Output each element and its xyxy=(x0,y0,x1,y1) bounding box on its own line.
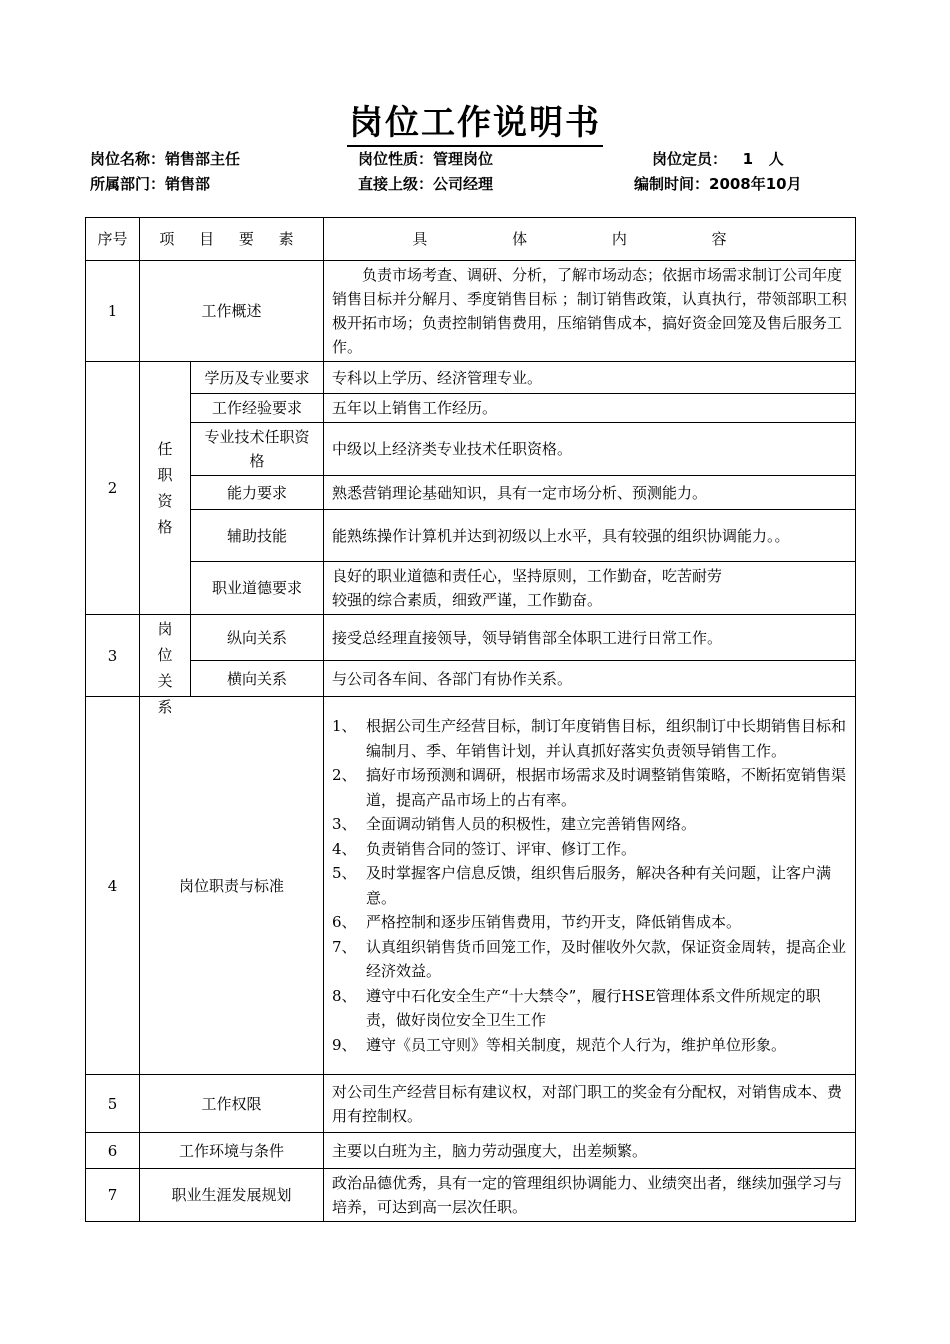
row-item: 工作概述 xyxy=(140,261,324,362)
table-row xyxy=(86,697,856,1075)
row-content: 与公司各车间、各部门有协作关系。 xyxy=(324,661,856,697)
group-label-qualification: 任 职 资 格 xyxy=(140,362,191,615)
row-item: 学历及专业要求 xyxy=(191,362,324,394)
row-item: 纵向关系 xyxy=(191,615,324,661)
list-item: 2、 搞好市场预测和调研，根据市场需求及时调整销售策略，不断拓宽销售渠道，提高产品市场上的占有率。 xyxy=(332,766,847,809)
list-item: 5、 及时掌握客户信息反馈，组织售后服务，解决各种有关问题，让客户满意。 xyxy=(332,864,832,907)
row-content: 对公司生产经营目标有建议权，对部门职工的奖金有分配权，对销售成本、费用有控制权。 xyxy=(324,1075,856,1133)
row-item: 专业技术任职资格 xyxy=(191,423,324,476)
list-item: 1、 根据公司生产经营目标，制订年度销售目标，组织制订中长期销售目标和编制月、季、年销售计划，并认真抓好落实负责领导销售工作。 xyxy=(332,717,847,760)
row-no: 7 xyxy=(86,1169,140,1222)
row-item: 辅助技能 xyxy=(191,510,324,562)
row-no: 4 xyxy=(86,697,140,1075)
row-item: 能力要求 xyxy=(191,476,324,510)
row-item: 岗位职责与标准 xyxy=(140,697,324,1075)
job-description-table xyxy=(85,217,856,1222)
table-row xyxy=(86,615,856,661)
table-row xyxy=(86,394,856,423)
compile-date: 编制时间：2008年10月 xyxy=(634,175,802,193)
row-no: 3 xyxy=(86,615,140,697)
row-content xyxy=(324,697,856,1075)
table-row xyxy=(86,423,856,476)
header-item: 项 目 要 素 xyxy=(140,218,324,261)
document-title: 岗位工作说明书 xyxy=(0,95,950,144)
table-row xyxy=(86,476,856,510)
row-content: 负责市场考查、调研、分析，了解市场动态；依据市场需求制订公司年度销售目标并分解月、季度销售目标 ；制订销售政策，认真执行，带领部职工积极开拓市场；负责控制销售费用，压缩销售成本，搞好资金回笼及售后服务工作。 xyxy=(324,261,856,362)
table-row xyxy=(86,562,856,615)
headcount: 岗位定员： 1 人 xyxy=(652,150,784,168)
header-no: 序号 xyxy=(86,218,140,261)
row-content: 主要以白班为主，脑力劳动强度大，出差频繁。 xyxy=(324,1133,856,1169)
row-no: 2 xyxy=(86,362,140,615)
row-item: 工作环境与条件 xyxy=(140,1133,324,1169)
row-content xyxy=(324,562,856,615)
row-content: 五年以上销售工作经历。 xyxy=(324,394,856,423)
content-line: 较强的综合素质，细致严谨，工作勤奋。 xyxy=(332,591,603,609)
table-header-row xyxy=(86,218,856,261)
table-row xyxy=(86,510,856,562)
table-row xyxy=(86,1133,856,1169)
row-content: 熟悉营销理论基础知识，具有一定市场分析、预测能力。 xyxy=(324,476,856,510)
row-content: 中级以上经济类专业技术任职资格。 xyxy=(324,423,856,476)
list-item: 4、 负责销售合同的签订、评审、修订工作。 xyxy=(332,839,637,858)
table-row xyxy=(86,362,856,394)
duties-list xyxy=(332,714,847,1057)
table-row xyxy=(86,661,856,697)
list-item: 3、 全面调动销售人员的积极性，建立完善销售网络。 xyxy=(332,815,697,833)
row-no: 6 xyxy=(86,1133,140,1169)
list-item: 6、 严格控制和逐步压销售费用，节约开支，降低销售成本。 xyxy=(332,913,742,931)
row-content: 专科以上学历、经济管理专业。 xyxy=(324,362,856,394)
group-label-relations: 岗 位 关 系 xyxy=(140,615,191,697)
row-item: 工作权限 xyxy=(140,1075,324,1133)
list-item: 9、 遵守《员工守则》等相关制度，规范个人行为，维护单位形象。 xyxy=(332,1035,787,1054)
table-row xyxy=(86,1075,856,1133)
table-row xyxy=(86,1169,856,1222)
position-nature: 岗位性质：管理岗位 xyxy=(358,150,494,168)
department: 所属部门：销售部 xyxy=(90,175,211,193)
supervisor: 直接上级：公司经理 xyxy=(358,175,494,193)
table-row xyxy=(86,261,856,362)
content-line: 良好的职业道德和责任心，坚持原则，工作勤奋，吃苦耐劳 xyxy=(332,567,723,585)
list-item: 8、 遵守中石化安全生产“十大禁令”，履行HSE管理体系文件所规定的职责，做好岗位安全卫生工作 xyxy=(332,986,821,1029)
header-content: 具 体 内 容 xyxy=(324,218,856,261)
row-content: 接受总经理直接领导，领导销售部全体职工进行日常工作。 xyxy=(324,615,856,661)
row-content: 能熟练操作计算机并达到初级以上水平，具有较强的组织协调能力。。 xyxy=(324,510,856,562)
row-content: 政治品德优秀，具有一定的管理组织协调能力、业绩突出者，继续加强学习与培养，可达到高一层次任职。 xyxy=(324,1169,856,1222)
row-no: 5 xyxy=(86,1075,140,1133)
row-no: 1 xyxy=(86,261,140,362)
list-item: 7、 认真组织销售货币回笼工作，及时催收外欠款，保证资金周转，提高企业经济效益。 xyxy=(332,937,847,980)
position-name: 岗位名称：销售部主任 xyxy=(90,150,241,168)
row-item: 职业道德要求 xyxy=(191,562,324,615)
row-item: 职业生涯发展规划 xyxy=(140,1169,324,1222)
row-item: 横向关系 xyxy=(191,661,324,697)
row-item: 工作经验要求 xyxy=(191,394,324,423)
